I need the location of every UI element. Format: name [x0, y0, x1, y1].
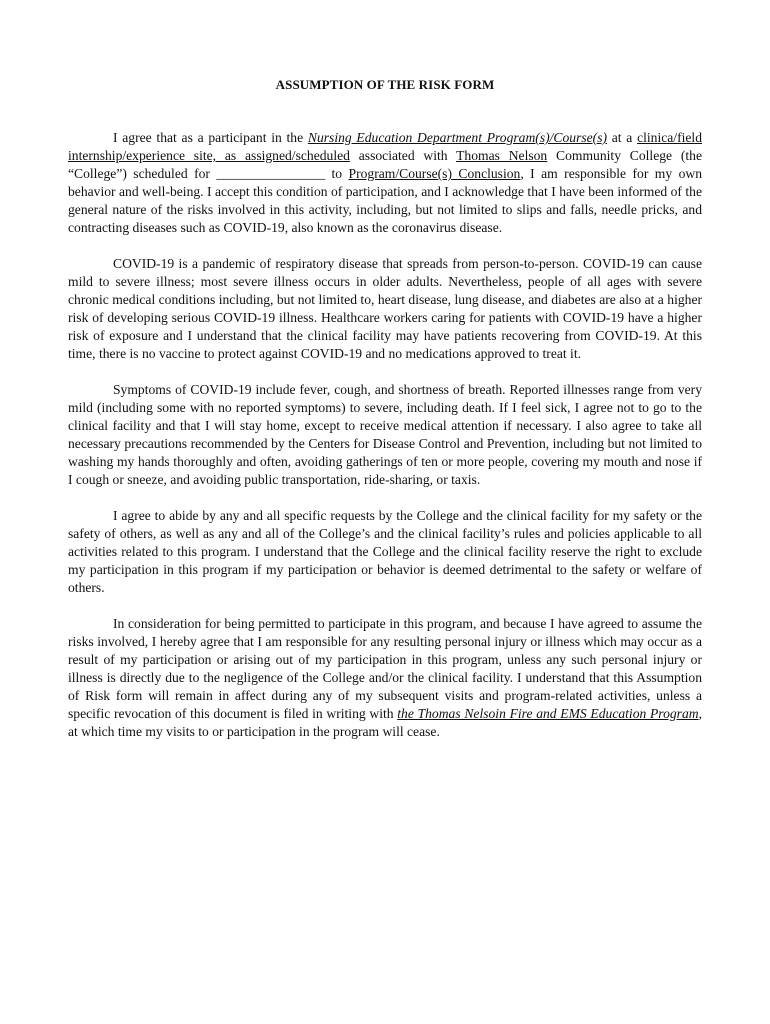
p1-text-1: I agree that as a participant in the [113, 130, 308, 145]
p1-text-3: associated with [349, 148, 457, 163]
form-body [68, 129, 702, 759]
p1-text-5: to [325, 166, 349, 181]
p1-text-2: at a [607, 130, 638, 145]
p1-text-4: Community College (the “College”) scheduled for [68, 148, 702, 181]
program-reference: the Thomas Nelsoin Fire and EMS Education Program [397, 706, 699, 721]
paragraph-symptoms: Symptoms of COVID-19 include fever, cough, and shortness of breath. Reported illnesses range from very mild (including some with no reported symptoms) to severe, including death. If I feel sick, I agree not to go to the clinical facility and that I will stay home, except to receive medical attention if necessary. I also agree to take all necessary precautions recommended by the Centers for Disease Control and Prevention, including but not limited to washing my hands thoroughly and often, avoiding gatherings of ten or more people, covering my mouth and nose if I cough or sneeze, and avoiding public transportation, ride-sharing, or taxis. [68, 382, 702, 487]
paragraph-participation [68, 129, 702, 237]
site-text: clinica/field internship/experience site, as assigned/scheduled [68, 130, 702, 163]
form-title: ASSUMPTION OF THE RISK FORM [275, 77, 495, 92]
date-blank: ________________ [216, 166, 326, 181]
paragraph-consideration [68, 615, 702, 741]
p5-text-1: In consideration for being permitted to participate in this program, and because I have agreed to assume the risks involved, I hereby agree that I am responsible for any resulting personal injury or illness which may occur as a result of my participation or arising out of my participation in this program, unless any such personal injury or illness is directly due to the negligence of the College and/or the clinical facility. I understand that this Assumption of Risk form will remain in affect during any of my subsequent visits and program-related activities, unless a specific revocation of this document is filed in writing with [68, 616, 702, 721]
paragraph-covid-info: COVID-19 is a pandemic of respiratory disease that spreads from person-to-person. COVID-19 can cause mild to severe illness; most severe illness occurs in older adults. Nevertheless, people of all ages with severe chronic medical conditions including, but not limited to, heart disease, lung disease, and diabetes are also at a higher risk of developing serious COVID-19 illness. Healthcare workers caring for patients with COVID-19 have a higher risk of exposure and I understand that the clinical facility may have patients recovering from COVID-19. At this time, there is no vaccine to protect against COVID-19 and no medications approved to treat it. [68, 256, 702, 361]
program-name: Nursing Education Department Program(s)/Course(s) [307, 130, 608, 145]
college-name: Thomas Nelson [456, 148, 548, 163]
program-conclusion: Program/Course(s) Conclusion [348, 166, 521, 181]
p5-text-2: , at which time my visits to or participation in the program will cease. [68, 706, 702, 739]
paragraph-requests: I agree to abide by any and all specific requests by the College and the clinical facility for my safety or the safety of others, as well as any and all of the College’s and the clinical facility’s rules and policies applicable to all activities related to this program. I understand that the College and the clinical facility reserve the right to exclude my participation in this program if my participation or behavior is deemed detrimental to the safety or welfare of others. [68, 508, 702, 595]
p1-text-6: , I am responsible for my own behavior and well-being. I accept this condition of participation, and I acknowledge that I have been informed of the general nature of the risks involved in this activity, including, but not limited to slips and falls, needle pricks, and contracting diseases such as COVID-19, also known as the coronavirus disease. [68, 166, 702, 235]
